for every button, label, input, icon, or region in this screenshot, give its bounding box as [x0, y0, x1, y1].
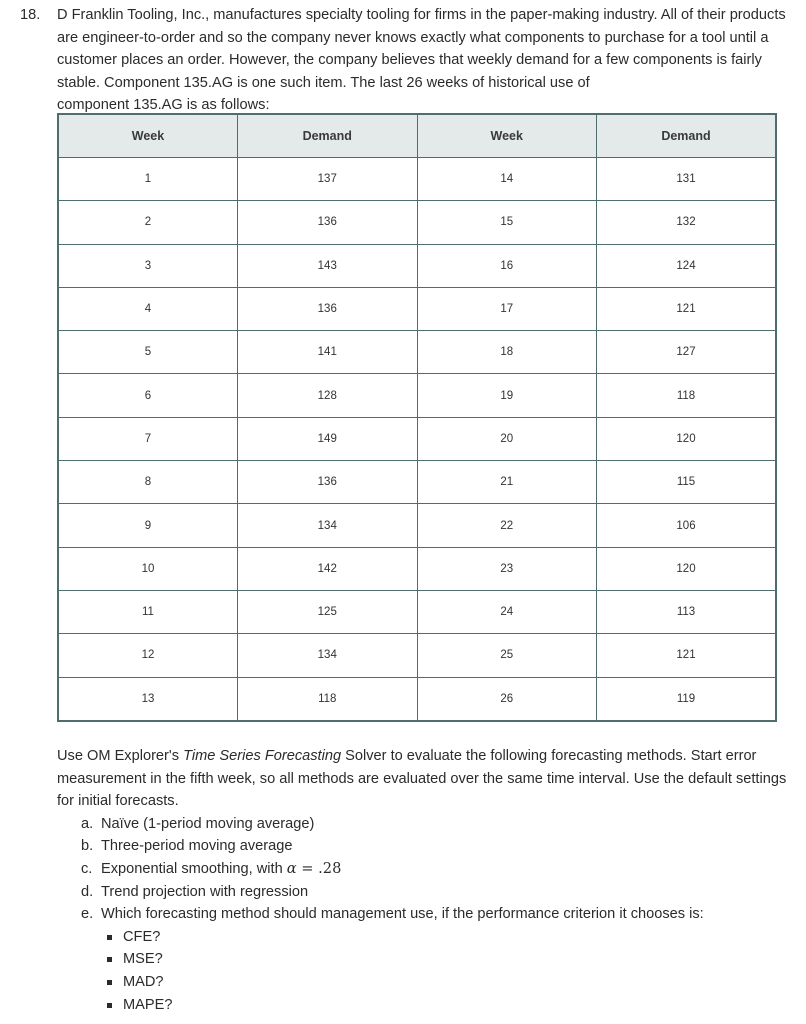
solver-name: Time Series Forecasting [183, 748, 342, 764]
cell-demand: 131 [597, 158, 777, 201]
bullet-icon [107, 1003, 112, 1008]
cell-week: 3 [58, 244, 238, 287]
criterion-text: CFE? [123, 928, 161, 945]
bullet-icon [107, 980, 112, 985]
cell-week: 9 [58, 504, 238, 547]
cell-demand: 149 [238, 417, 418, 460]
cell-demand: 119 [597, 677, 777, 721]
cell-week: 2 [58, 201, 238, 244]
cell-week: 21 [417, 461, 597, 504]
cell-demand: 136 [238, 461, 418, 504]
table-header-row [58, 114, 776, 158]
cell-demand: 118 [597, 374, 777, 417]
cell-week: 8 [58, 461, 238, 504]
header-demand-1: Demand [238, 114, 418, 158]
header-week-1: Week [58, 114, 238, 158]
cell-week: 20 [417, 417, 597, 460]
cell-demand: 132 [597, 201, 777, 244]
table-row [58, 590, 776, 633]
list-item [81, 835, 787, 858]
list-item [107, 948, 787, 971]
cell-week: 5 [58, 331, 238, 374]
table-row [58, 158, 776, 201]
cell-week: 18 [417, 331, 597, 374]
list-item [81, 858, 787, 881]
table-row [58, 331, 776, 374]
part-label: d. [81, 883, 94, 900]
cell-demand: 113 [597, 590, 777, 633]
cell-demand: 120 [597, 417, 777, 460]
demand-table [57, 113, 777, 722]
problem-number: 18. [20, 7, 41, 23]
cell-demand: 136 [238, 287, 418, 330]
instructions-text-a: Use OM Explorer's [57, 748, 184, 764]
cell-week: 11 [58, 590, 238, 633]
cell-week: 12 [58, 634, 238, 677]
table-row [58, 547, 776, 590]
part-text: Which forecasting method should management use, if the performance criterion it chooses is: [101, 906, 704, 923]
cell-demand: 137 [238, 158, 418, 201]
criterion-text: MAPE? [123, 996, 173, 1013]
cell-demand: 143 [238, 244, 418, 287]
problem-intro [20, 4, 790, 119]
cell-demand: 106 [597, 504, 777, 547]
cell-demand: 142 [238, 547, 418, 590]
cell-demand: 115 [597, 461, 777, 504]
part-label: a. [81, 815, 94, 832]
list-item [81, 813, 787, 836]
cell-demand: 121 [597, 287, 777, 330]
cell-week: 24 [417, 590, 597, 633]
part-text: Three-period moving average [101, 838, 293, 855]
cell-demand: 136 [238, 201, 418, 244]
header-demand-2: Demand [597, 114, 777, 158]
cell-demand: 134 [238, 634, 418, 677]
cell-week: 16 [417, 244, 597, 287]
cell-demand: 134 [238, 504, 418, 547]
bullet-icon [107, 935, 112, 940]
table-row [58, 287, 776, 330]
cell-week: 13 [58, 677, 238, 721]
cell-demand: 125 [238, 590, 418, 633]
table-row [58, 417, 776, 460]
part-text: Naïve (1-period moving average) [101, 815, 315, 832]
part-text: Exponential smoothing, with [101, 860, 287, 877]
instructions-paragraph [57, 745, 787, 813]
part-text: Trend projection with regression [101, 883, 309, 900]
instructions-section [57, 745, 787, 1016]
intro-text: D Franklin Tooling, Inc., manufactures specialty tooling for firms in the paper-making industry. All of their products are engineer-to-order and so the company never knows exactly what components to purchase for a tool until a customer places an order. However, the company believes that weekly demand for a few components is fairly stable. Component 135.AG is one such item. The last 26 weeks of historical use of [57, 7, 786, 91]
criterion-text: MSE? [123, 951, 163, 968]
cell-week: 19 [417, 374, 597, 417]
cell-week: 6 [58, 374, 238, 417]
cell-demand: 141 [238, 331, 418, 374]
cell-week: 14 [417, 158, 597, 201]
table-row [58, 504, 776, 547]
table-row [58, 677, 776, 721]
table-row [58, 244, 776, 287]
cell-week: 4 [58, 287, 238, 330]
parts-list [57, 813, 787, 1016]
cell-week: 22 [417, 504, 597, 547]
cell-week: 15 [417, 201, 597, 244]
intro-last-line: component 135.AG is as follows: [57, 94, 270, 119]
list-item [107, 994, 787, 1017]
cell-week: 25 [417, 634, 597, 677]
criterion-text: MAD? [123, 973, 164, 990]
part-label: c. [81, 860, 93, 877]
list-item [107, 926, 787, 949]
alpha-value: = .28 [296, 859, 342, 877]
cell-week: 10 [58, 547, 238, 590]
cell-demand: 120 [597, 547, 777, 590]
cell-week: 26 [417, 677, 597, 721]
cell-demand: 121 [597, 634, 777, 677]
criteria-list [81, 926, 787, 1016]
cell-demand: 127 [597, 331, 777, 374]
table-row [58, 634, 776, 677]
cell-week: 7 [58, 417, 238, 460]
cell-week: 1 [58, 158, 238, 201]
part-label: b. [81, 838, 94, 855]
cell-week: 23 [417, 547, 597, 590]
table-row [58, 461, 776, 504]
instructions-text-b: Solver to evaluate the following forecasting methods. Start error measurement in the fifth week, so all methods are evaluated over the same time interval. Use the default settings for initial forecasts. [57, 748, 787, 810]
list-item [81, 881, 787, 904]
table-row [58, 374, 776, 417]
list-item [107, 971, 787, 994]
cell-week: 17 [417, 287, 597, 330]
bullet-icon [107, 957, 112, 962]
list-item [81, 903, 787, 1016]
table-row [58, 201, 776, 244]
cell-demand: 118 [238, 677, 418, 721]
alpha-symbol: α [286, 859, 297, 877]
cell-demand: 124 [597, 244, 777, 287]
cell-demand: 128 [238, 374, 418, 417]
header-week-2: Week [417, 114, 597, 158]
part-label: e. [81, 906, 94, 923]
